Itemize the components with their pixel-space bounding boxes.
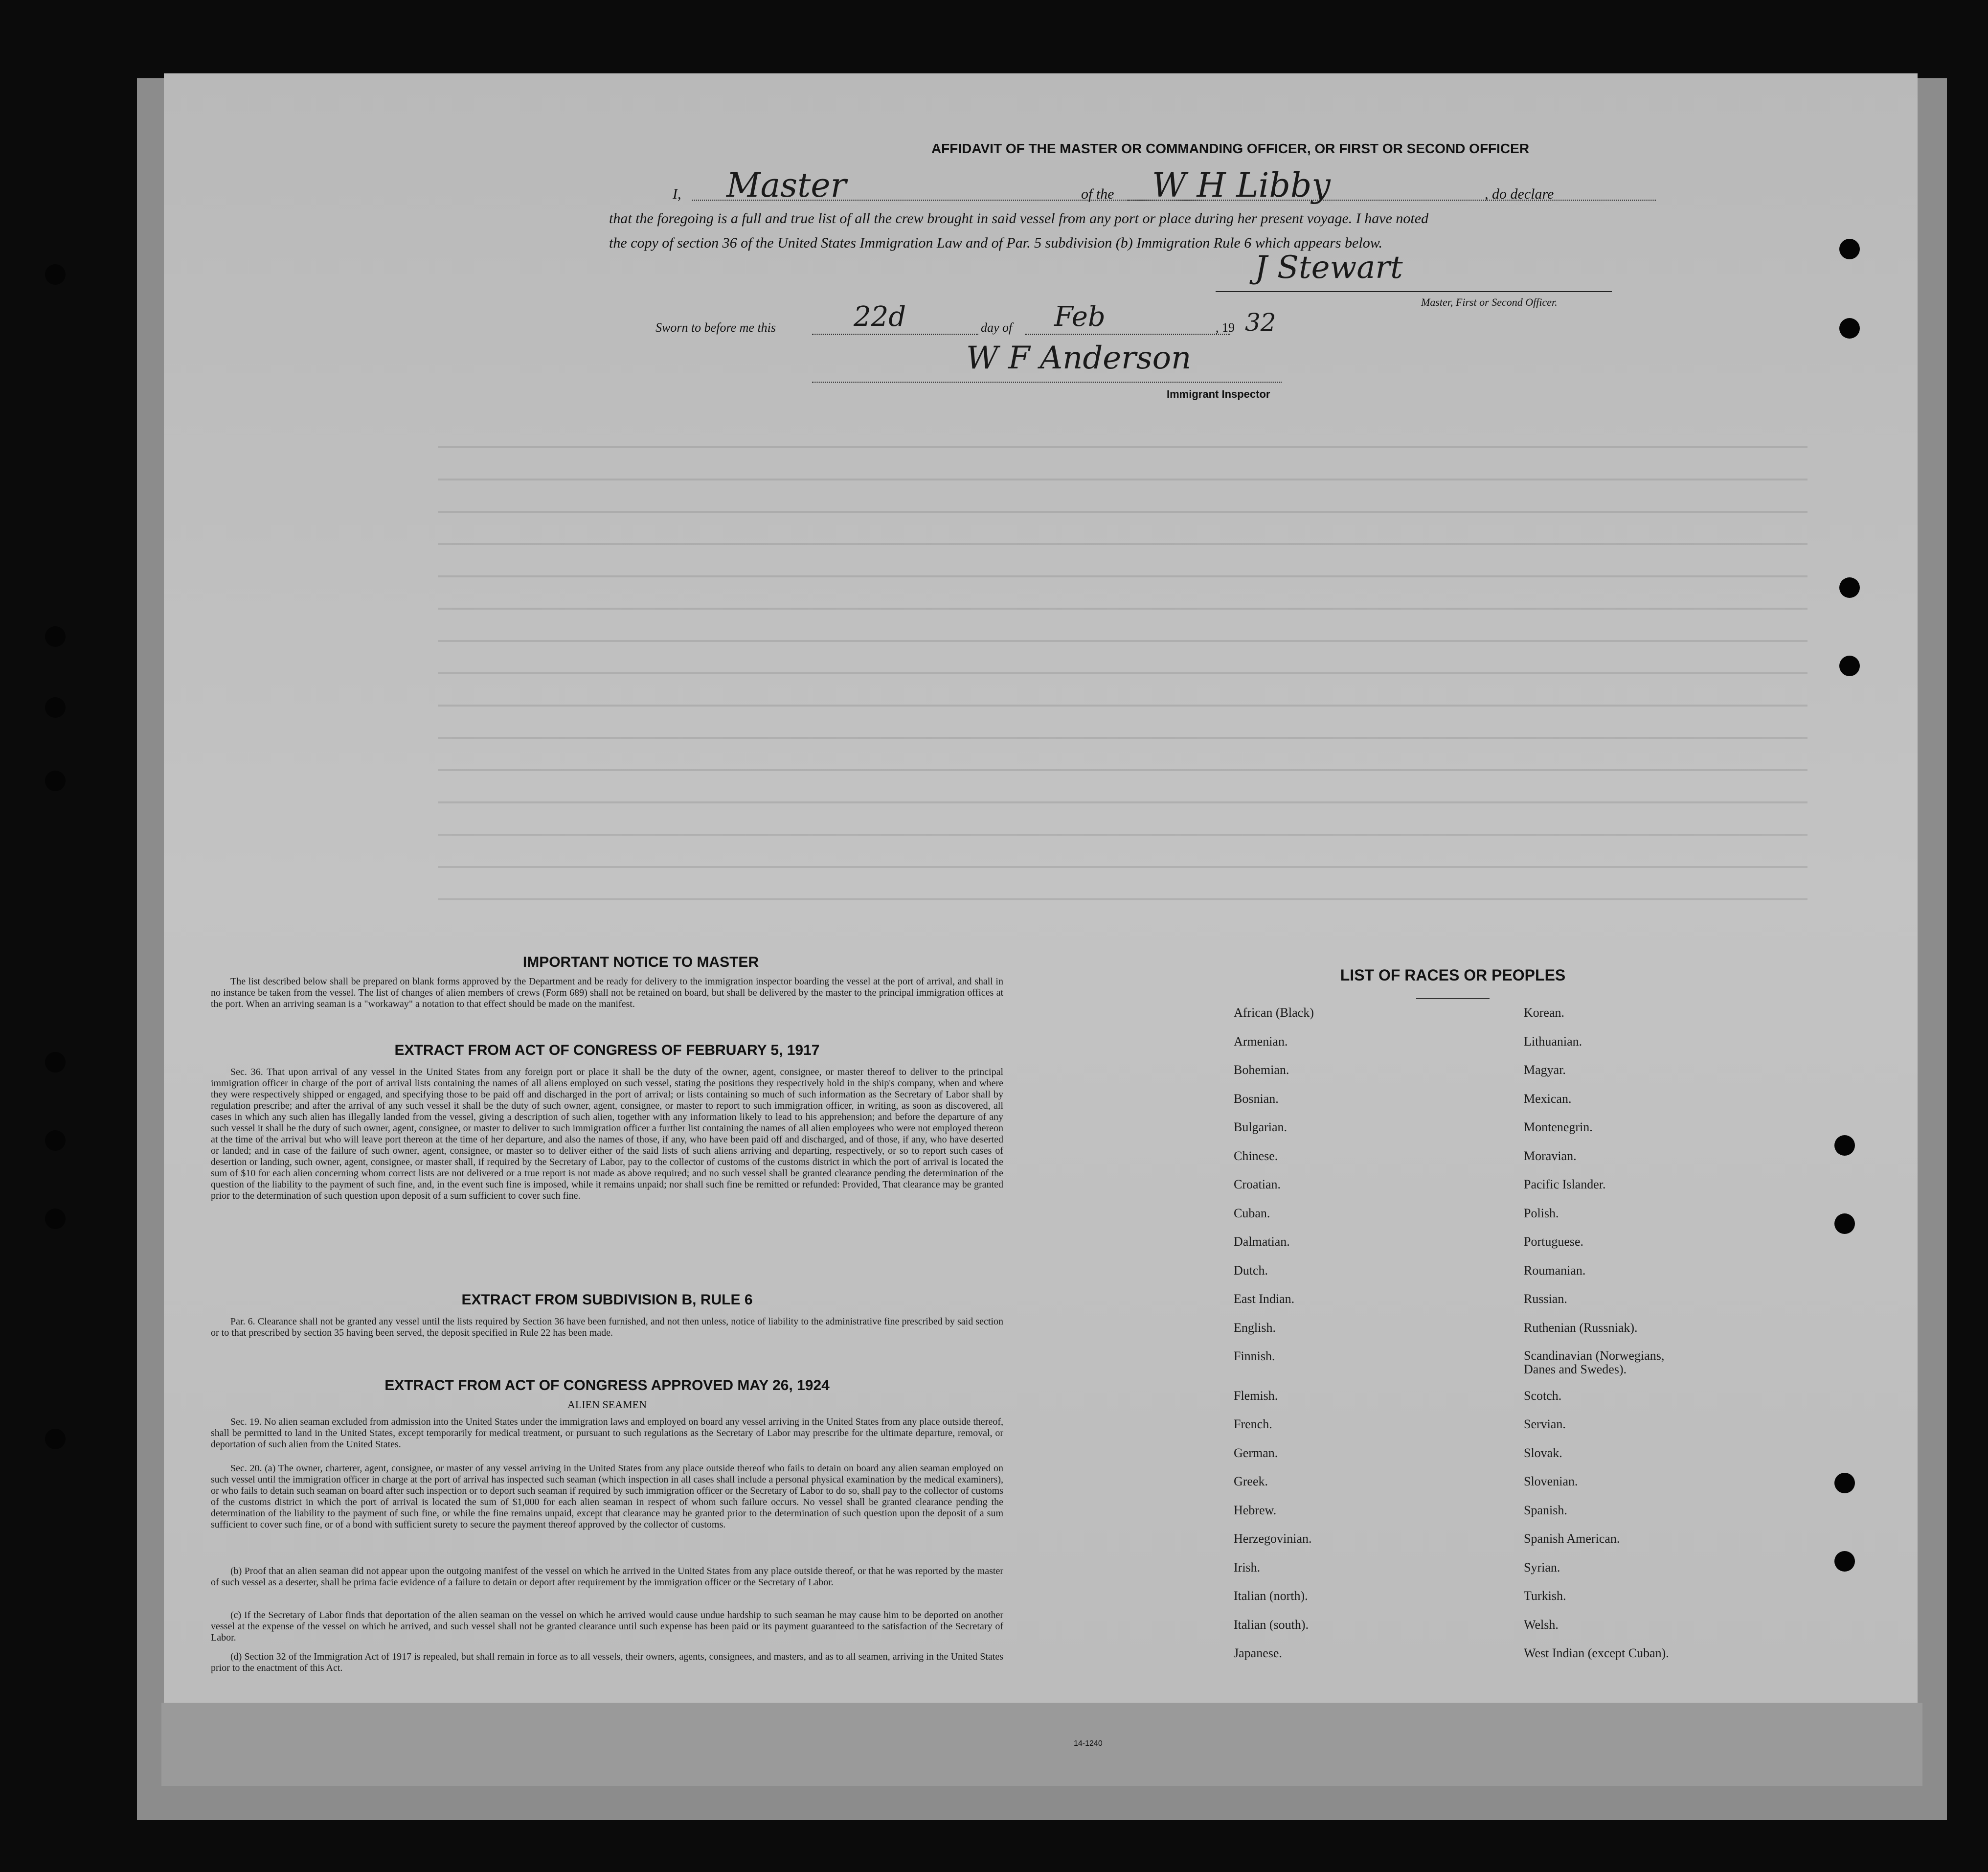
extract-1917-title: EXTRACT FROM ACT OF CONGRESS OF FEBRUARY 5, 1917 bbox=[394, 1042, 820, 1058]
manifest-page bbox=[164, 73, 1918, 1748]
race-item: Bulgarian. bbox=[1234, 1120, 1288, 1134]
race-item: Slovak. bbox=[1524, 1445, 1562, 1460]
i-label: I, bbox=[673, 186, 681, 202]
day-fill-line bbox=[812, 334, 978, 335]
race-item: Scotch. bbox=[1524, 1388, 1562, 1403]
race-item: Polish. bbox=[1524, 1206, 1559, 1220]
race-item: African (Black) bbox=[1234, 1005, 1314, 1020]
bleed-through-area bbox=[438, 416, 1807, 930]
race-item: Italian (south). bbox=[1234, 1617, 1309, 1632]
race-item: Russian. bbox=[1524, 1292, 1567, 1306]
race-item: Italian (north). bbox=[1234, 1589, 1308, 1603]
notice-text: The list described below shall be prepared on blank forms approved by the Department and be ready for delivery to the immigration inspector boarding the vessel at the port of arrival, and shall in no instance be taken from the vessel. The list of changes of alien members of crews (Form 689) shall not be retained on board, but shall be delivered by the master to the principal immigration offices at the port. When an arriving seaman is a "workaway" a notation to that effect should be made on the manifest. bbox=[211, 976, 1003, 1009]
race-item: Spanish American. bbox=[1524, 1531, 1620, 1546]
extract-1924-title: EXTRACT FROM ACT OF CONGRESS APPROVED MAY 26, 1924 bbox=[384, 1377, 830, 1393]
race-item: West Indian (except Cuban). bbox=[1524, 1646, 1669, 1660]
binder-hole bbox=[1839, 656, 1860, 676]
affidavit-title: AFFIDAVIT OF THE MASTER OR COMMANDING OFFICER, OR FIRST OR SECOND OFFICER bbox=[931, 141, 1530, 156]
master-caption: Master, First or Second Officer. bbox=[1421, 296, 1558, 308]
race-item: Croatian. bbox=[1234, 1177, 1281, 1191]
race-item: Cuban. bbox=[1234, 1206, 1270, 1220]
race-item: Dutch. bbox=[1234, 1263, 1268, 1278]
race-item: Mexican. bbox=[1524, 1091, 1572, 1106]
binder-hole bbox=[45, 697, 66, 718]
race-item: Dalmatian. bbox=[1234, 1234, 1290, 1249]
sec-20b-text: (b) Proof that an alien seaman did not appear upon the outgoing manifest of the vessel on which he arrived in the United States from any place outside thereof, or that he was reported by the master of such vessel as a deserter, shall be prima facie evidence of a failure to detain or deport after requirement by the immigration officer or the Secretary of Labor. bbox=[211, 1566, 1003, 1588]
race-item: Hebrew. bbox=[1234, 1503, 1277, 1517]
do-declare-label: , do declare bbox=[1485, 186, 1554, 202]
signature-line bbox=[1216, 291, 1612, 292]
sworn-label: Sworn to before me this bbox=[655, 320, 776, 335]
race-item: Syrian. bbox=[1524, 1560, 1560, 1575]
binder-hole bbox=[45, 771, 66, 791]
race-item: Servian. bbox=[1524, 1417, 1566, 1431]
day-of-label: day of bbox=[981, 320, 1013, 335]
binder-hole bbox=[1834, 1135, 1855, 1156]
year-handwritten: 32 bbox=[1245, 308, 1276, 337]
race-item: Montenegrin. bbox=[1524, 1120, 1593, 1134]
binder-hole bbox=[1839, 239, 1860, 259]
binder-hole bbox=[45, 1130, 66, 1151]
races-title: LIST OF RACES OR PEOPLES bbox=[1340, 966, 1566, 984]
binder-hole bbox=[1834, 1551, 1855, 1572]
race-item: Spanish. bbox=[1524, 1503, 1567, 1517]
form-number: 14-1240 bbox=[1074, 1739, 1103, 1748]
race-item: Ruthenian (Russniak). bbox=[1524, 1320, 1638, 1335]
extract-1917-text: Sec. 36. That upon arrival of any vessel in the United States from any foreign port or place it shall be the duty of the owner, agent, consignee, or master thereof to deliver to the principal immigration officer in charge of the port of arrival lists containing the names of all aliens employed on such vessel, stating the positions they respectively hold in the ship's company, when and where they were respectively shipped or engaged, and specifying those to be paid off and discharged in the port of arrival; or lists containing so much of such information as the Secretary of Labor shall by regulation prescribe; and after the arrival of any such vessel it shall be the duty of such owner, agent, consignee, or master to report to such immigration officer, in writing, as soon as discovered, all cases in which any such alien has illegally landed from the vessel, giving a description of such alien, together with any information likely to lead to his apprehension; and before the departure of any such vessel it shall be the duty of such owner, agent, consignee, or master to deliver to such immigration officer a further list containing the names of all alien employees who were not employed thereon at the time of the arrival but who will leave port thereon at the time of her departure, and also the names of those, if any, who have been paid off and discharged, and of those, if any, who have deserted or landed; and in case of the failure of such owner, agent, consignee, or master so to deliver either of the said lists of such aliens arriving and departing, respectively, or so to report such cases of desertion or landing, such owner, agent, consignee, or master shall, if required by the Secretary of Labor, pay to the collector of customs of the customs district in which the port of arrival is located the sum of $10 for each alien concerning whom correct lists are not delivered or a true report is not made as above required; and no such vessel shall be granted clearance pending the determination of the question of the liability to the payment of such fine, and, in the event such fine is imposed, while it remains unpaid; nor shall such fine be remitted or refunded: Provided, That clearance may be granted prior to the determination of such question upon deposit of a sum sufficient to cover such fine. bbox=[211, 1067, 1003, 1201]
day-handwritten: 22d bbox=[854, 301, 906, 333]
race-item: Flemish. bbox=[1234, 1388, 1278, 1403]
of-the-label: of the bbox=[1081, 186, 1114, 202]
race-item: Armenian. bbox=[1234, 1034, 1288, 1049]
binder-hole bbox=[45, 1052, 66, 1073]
races-title-rule bbox=[1416, 998, 1490, 999]
binder-hole bbox=[1834, 1213, 1855, 1234]
sec-19-text: Sec. 19. No alien seaman excluded from admission into the United States under the immigration laws and employed on board any vessel arriving in the United States from any place outside thereof, shall be permitted to land in the United States, except temporarily for medical treatment, or pursuant to such regulations as the Secretary of Labor may prescribe for the ultimate departure, removal, or deportation of such alien from the United States. bbox=[211, 1416, 1003, 1450]
race-item: Finnish. bbox=[1234, 1349, 1275, 1363]
declaration-line-2: that the foregoing is a full and true list of all the crew brought in said vessel from any port or place during her present voyage. I have noted bbox=[609, 210, 1429, 227]
month-handwritten: Feb bbox=[1054, 301, 1106, 333]
binder-hole bbox=[45, 626, 66, 647]
race-item: English. bbox=[1234, 1320, 1276, 1335]
race-item: Portuguese. bbox=[1524, 1234, 1584, 1249]
race-item: French. bbox=[1234, 1417, 1272, 1431]
race-item: Chinese. bbox=[1234, 1148, 1278, 1163]
race-item: Magyar. bbox=[1524, 1063, 1566, 1077]
race-item: Roumanian. bbox=[1524, 1263, 1586, 1278]
binder-hole bbox=[45, 1209, 66, 1229]
race-item: Japanese. bbox=[1234, 1646, 1282, 1660]
race-item: Irish. bbox=[1234, 1560, 1261, 1575]
race-item: Scandinavian (Norwegians, Danes and Swedes). bbox=[1524, 1348, 1665, 1376]
race-item: East Indian. bbox=[1234, 1292, 1295, 1306]
vessel-handwritten: W H Libby bbox=[1152, 166, 1331, 205]
race-item: Greek. bbox=[1234, 1474, 1268, 1488]
notice-title: IMPORTANT NOTICE TO MASTER bbox=[522, 954, 759, 970]
master-signature: J Stewart bbox=[1255, 250, 1403, 286]
race-item: Korean. bbox=[1524, 1005, 1565, 1020]
race-item: Herzegovinian. bbox=[1234, 1531, 1312, 1546]
month-fill-line bbox=[1025, 334, 1230, 335]
page-lower-edge bbox=[161, 1703, 1922, 1786]
subdivision-b-text: Par. 6. Clearance shall not be granted any vessel until the lists required by Section 36 have been furnished, and not then unless, notice of liability to the administrative fine prescribed by said section or to that prescribed by section 35 having been served, the deposit specified in Rule 22 has been made. bbox=[211, 1316, 1003, 1338]
race-item: Moravian. bbox=[1524, 1148, 1577, 1163]
race-item: Slovenian. bbox=[1524, 1474, 1578, 1488]
race-item: Bohemian. bbox=[1234, 1063, 1289, 1077]
race-item: Lithuanian. bbox=[1524, 1034, 1582, 1049]
subdivision-b-title: EXTRACT FROM SUBDIVISION B, RULE 6 bbox=[461, 1292, 753, 1308]
race-item: German. bbox=[1234, 1445, 1278, 1460]
binder-hole bbox=[1839, 577, 1860, 598]
race-item: Pacific Islander. bbox=[1524, 1177, 1606, 1191]
inspector-signature: W F Anderson bbox=[966, 340, 1192, 376]
inspector-caption: Immigrant Inspector bbox=[1167, 388, 1270, 400]
inspector-fill-line bbox=[812, 382, 1282, 383]
binder-hole bbox=[45, 1429, 66, 1449]
sec-20a-text: Sec. 20. (a) The owner, charterer, agent, consignee, or master of any vessel arriving in the United States from any place outside thereof who fails to detain on board any alien seaman employed on such vessel until the immigration officer in charge at the port of arrival has inspected such seaman (which inspection in all cases shall include a personal physical examination by the medical examiners), or who fails to detain such seaman on board after such inspection or to deport such seaman if required by such immigration officer or the Secretary of Labor to do so, shall pay to the collector of customs of the customs district in which the port of arrival is located the sum of $1,000 for each alien seaman in respect of whom such failure occurs. No vessel shall be granted clearance pending the determination of the liability to the payment of such fine, or while the fine remains unpaid, except that clearance may be granted prior to the determination of such question upon the deposit of a sum sufficient to cover such fine, or of a bond with sufficient surety to secure the payment thereof approved by the collector of customs. bbox=[211, 1463, 1003, 1530]
race-item: Turkish. bbox=[1524, 1589, 1566, 1603]
officer-handwritten: Master bbox=[726, 166, 847, 205]
declaration-line-3: the copy of section 36 of the United States Immigration Law and of Par. 5 subdivision (b) Immigration Rule 6 which appears below. bbox=[609, 235, 1382, 251]
sec-20d-text: (d) Section 32 of the Immigration Act of 1917 is repealed, but shall remain in force as to all vessels, their owners, agents, consignees, and masters, and as to all seamen, arriving in the United States prior to the enactment of this Act. bbox=[211, 1651, 1003, 1673]
alien-seamen-subtitle: ALIEN SEAMEN bbox=[567, 1398, 647, 1411]
sec-20c-text: (c) If the Secretary of Labor finds that deportation of the alien seaman on the vessel on which he arrived would cause undue hardship to such seaman he may cause him to be deported on another vessel at the expense of the vessel on which he arrived, and such vessel shall not be granted clearance until such expense has been paid or its payment guaranteed to the satisfaction of the Secretary of Labor. bbox=[211, 1610, 1003, 1643]
race-item: Welsh. bbox=[1524, 1617, 1559, 1632]
binder-hole bbox=[45, 264, 66, 285]
year-prefix: , 19 bbox=[1216, 320, 1235, 335]
binder-hole bbox=[1834, 1473, 1855, 1493]
race-item: Bosnian. bbox=[1234, 1091, 1279, 1106]
binder-hole bbox=[1839, 318, 1860, 339]
